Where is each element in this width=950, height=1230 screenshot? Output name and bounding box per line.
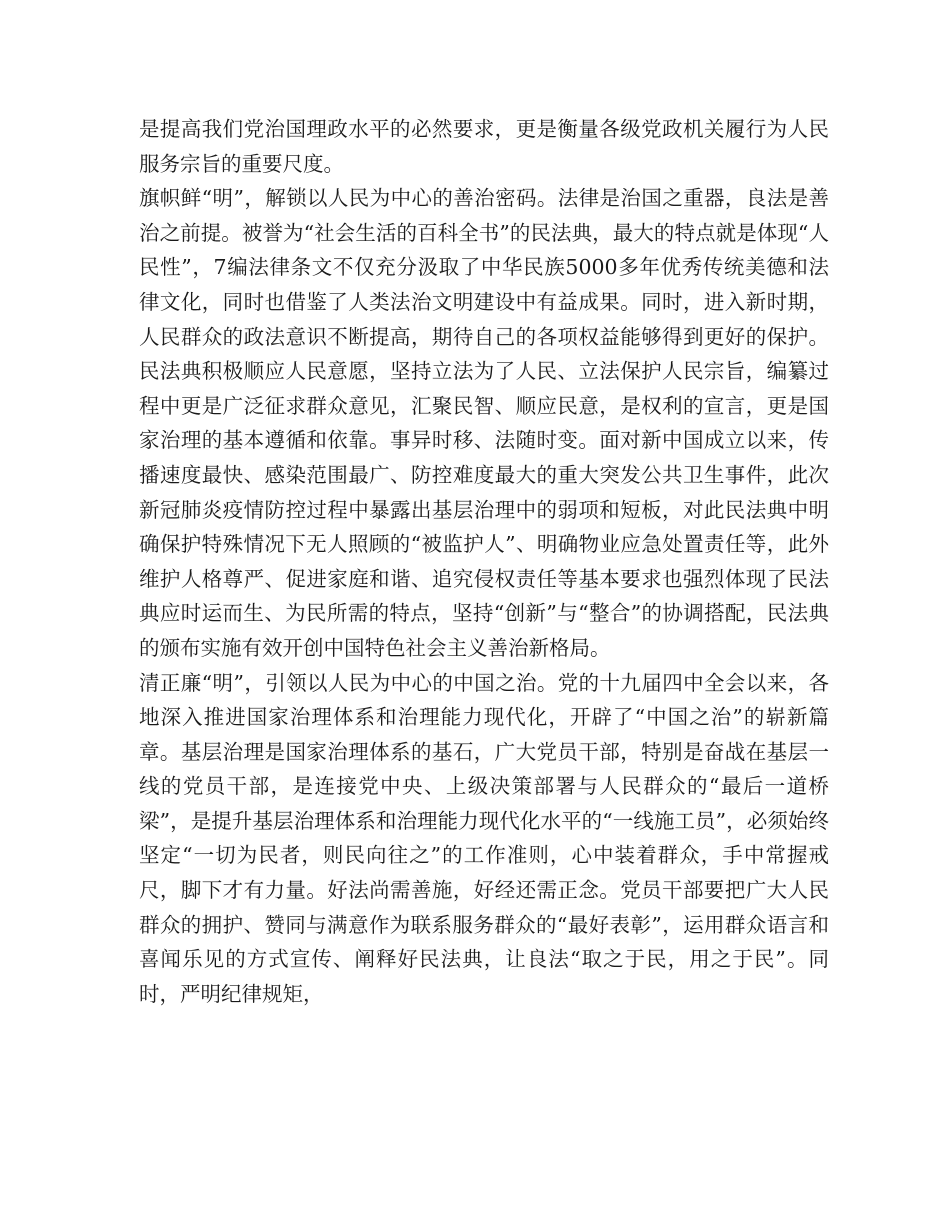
paragraph-3: 清正廉“明”，引领以人民为中心的中国之治。党的十九届四中全会以来，各地深入推进国家治理体系和治理能力现代化，开辟了“中国之治”的崭新篇章。基层治理是国家治理体系的基石，广大党员干部，特别是奋战在基层一线的党员干部，是连接党中央、上级决策部署与人民群众的“最后一道桥梁”，是提升基层治理体系和治理能力现代化水平的“一线施工员”，必须始终坚定“一切为民者，则民向往之”的工作准则，心中装着群众，手中常握戒尺，脚下才有力量。好法尚需善施，好经还需正念。党员干部要把广大人民群众的拥护、赞同与满意作为联系服务群众的“最好表彰”，运用群众语言和喜闻乐见的方式宣传、阐释好民法典，让良法“取之于民，用之于民”。同时，严明纪律规矩，: [139, 670, 829, 1006]
paragraph-1: 是提高我们党治国理政水平的必然要求，更是衡量各级党政机关履行为人民服务宗旨的重要尺度。: [139, 117, 829, 176]
paragraph-2: 旗帜鲜“明”，解锁以人民为中心的善治密码。法律是治国之重器，良法是善治之前提。被誉为“社会生活的百科全书”的民法典，最大的特点就是体现“人民性”，7编法律条文不仅充分汲取了中华民族5000多年优秀传统美德和法律文化，同时也借鉴了人类法治文明建设中有益成果。同时，进入新时期，人民群众的政法意识不断提高，期待自己的各项权益能够得到更好的保护。民法典积极顺应人民意愿，坚持立法为了人民、立法保护人民宗旨，编纂过程中更是广泛征求群众意见，汇聚民智、顺应民意，是权利的宣言，更是国家治理的基本遵循和依靠。事异时移、法随时变。面对新中国成立以来，传播速度最快、感染范围最广、防控难度最大的重大突发公共卫生事件，此次新冠肺炎疫情防控过程中暴露出基层治理中的弱项和短板，对此民法典中明确保护特殊情况下无人照顾的“被监护人”、明确物业应急处置责任等，此外维护人格尊严、促进家庭和谐、追究侵权责任等基本要求也强烈体现了民法典应时运而生、为民所需的特点，坚持“创新”与“整合”的协调搭配，民法典的颁布实施有效开创中国特色社会主义善治新格局。: [139, 186, 829, 660]
document-body: [139, 112, 829, 1011]
